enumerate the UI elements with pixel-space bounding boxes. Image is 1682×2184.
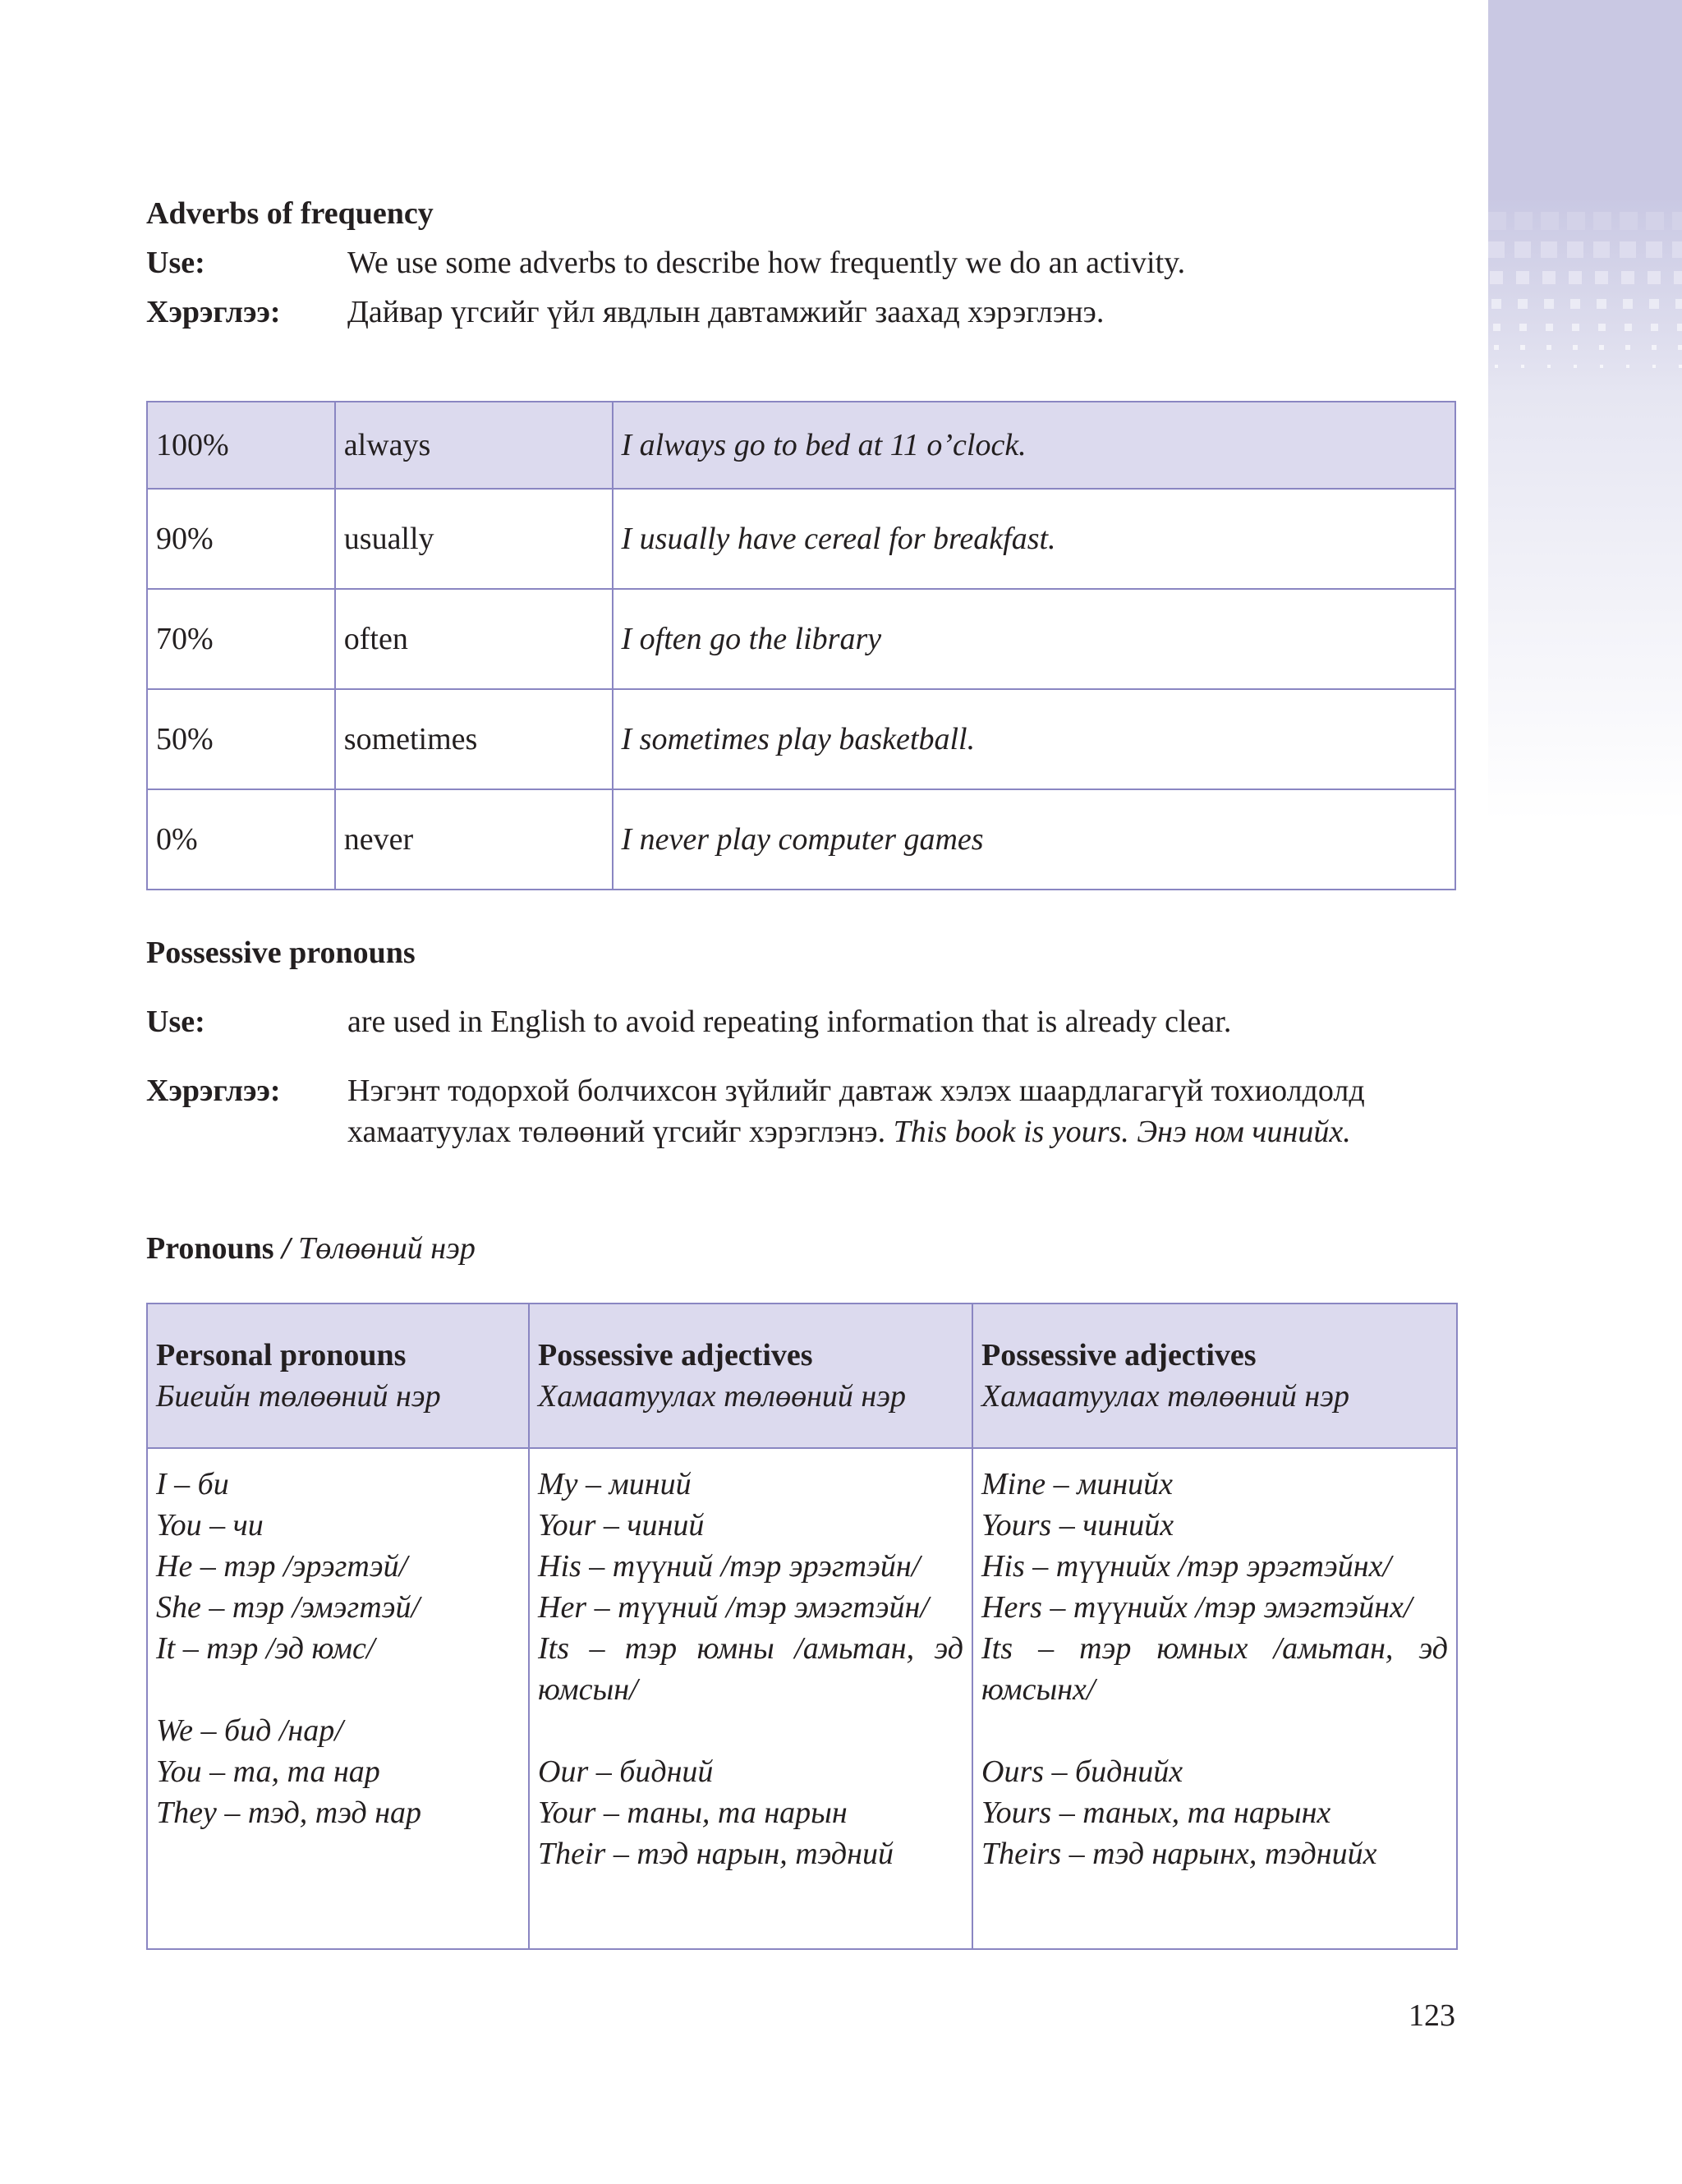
frequency-percent: 50% xyxy=(147,689,335,789)
list-item: Our – бидний xyxy=(538,1754,714,1789)
adverbs-use-label: Use: xyxy=(146,246,205,280)
list-item: She – тэр /эмэгтэй/ xyxy=(156,1590,420,1625)
table-row xyxy=(147,789,1455,890)
frequency-adverb: often xyxy=(335,589,613,689)
list-item: Theirs – тэд нарынх, тэднийх xyxy=(981,1837,1377,1871)
page-number: 123 xyxy=(1409,1998,1455,2033)
table-row xyxy=(147,589,1455,689)
list-item: His – түүнийх /тэр эрэгтэйнх/ xyxy=(981,1549,1392,1584)
list-item: Ours – биднийх xyxy=(981,1754,1183,1789)
list-item: They – тэд, тэд нар xyxy=(156,1795,422,1830)
list-item: Her – түүний /тэр эмэгтэйн/ xyxy=(538,1590,929,1625)
pronouns-section-title xyxy=(146,1230,476,1268)
possessive-mn-text-line2 xyxy=(347,1114,1351,1152)
table-header-row xyxy=(147,1304,1457,1448)
table-row xyxy=(147,489,1455,589)
header-cell-possessive-adjectives xyxy=(529,1304,972,1448)
list-item: I – би xyxy=(156,1467,229,1501)
frequency-adverb: always xyxy=(335,402,613,489)
list-item: It – тэр /эд юмс/ xyxy=(156,1631,375,1666)
frequency-percent: 70% xyxy=(147,589,335,689)
adverbs-use-text: We use some adverbs to describe how frequently we do an activity. xyxy=(347,246,1186,280)
possessive-use-label: Use: xyxy=(146,1005,205,1039)
frequency-example: I always go to bed at 11 o’clock. xyxy=(613,402,1456,489)
table-row xyxy=(147,689,1455,789)
list-item: His – түүний /тэр эрэгтэйн/ xyxy=(538,1549,921,1584)
adverbs-mn-label: Хэрэглээ: xyxy=(146,295,281,329)
frequency-percent: 90% xyxy=(147,489,335,589)
pronouns-title-en: Pronouns xyxy=(146,1231,274,1266)
possessive-pronouns-cell xyxy=(972,1448,1457,1949)
list-item: Yours – чинийх xyxy=(981,1508,1174,1543)
header-mn: Хамаатуулах төлөөний нэр xyxy=(538,1379,907,1414)
list-item: Mine – минийх xyxy=(981,1467,1174,1501)
pronouns-table xyxy=(146,1303,1458,1950)
frequency-adverb: usually xyxy=(335,489,613,589)
side-decoration-bar xyxy=(1488,0,1682,821)
possessive-adjectives-cell xyxy=(529,1448,972,1949)
possessive-mn-text-line1: Нэгэнт тодорхой болчихсон зүйлийг давтаж хэлэх шаардлагагүй тохиолдолд xyxy=(347,1074,1365,1108)
list-item: We – бид /нар/ xyxy=(156,1713,343,1748)
list-item: He – тэр /эрэгтэй/ xyxy=(156,1549,408,1584)
possessive-mn-example: This book is yours. Энэ ном чинийх. xyxy=(893,1115,1351,1149)
spacer xyxy=(156,1669,520,1710)
frequency-example: I usually have cereal for breakfast. xyxy=(613,489,1456,589)
list-item: Your – таны, та нарын xyxy=(538,1795,848,1830)
list-item: Your – чиний xyxy=(538,1508,705,1543)
possessive-section-title: Possessive pronouns xyxy=(146,936,416,970)
list-item: Hers – түүнийх /тэр эмэгтэйнх/ xyxy=(981,1590,1413,1625)
header-en: Possessive adjectives xyxy=(538,1338,813,1372)
decorative-squares-pattern xyxy=(1488,212,1682,393)
header-en: Possessive adjectives xyxy=(981,1338,1257,1372)
pronouns-title-sep: / xyxy=(282,1231,291,1266)
list-item: You – чи xyxy=(156,1508,264,1543)
list-item: My – миний xyxy=(538,1467,692,1501)
frequency-adverb: never xyxy=(335,789,613,890)
personal-pronouns-cell xyxy=(147,1448,529,1949)
table-row xyxy=(147,1448,1457,1949)
list-item: Their – тэд нарын, тэдний xyxy=(538,1837,894,1871)
list-item: Its – тэр юмны /амьтан, эд юмсын/ xyxy=(538,1631,963,1707)
possessive-mn-text: хамаатуулах төлөөний үгсийг хэрэглэнэ. xyxy=(347,1115,886,1149)
frequency-percent: 100% xyxy=(147,402,335,489)
possessive-use-text: are used in English to avoid repeating information that is already clear. xyxy=(347,1005,1232,1039)
spacer xyxy=(981,1710,1448,1751)
header-cell-possessive-pronouns xyxy=(972,1304,1457,1448)
table-row xyxy=(147,402,1455,489)
frequency-example: I never play computer games xyxy=(613,789,1456,890)
list-item: Yours – таных, та нарынх xyxy=(981,1795,1331,1830)
adverbs-section-title: Adverbs of frequency xyxy=(146,196,434,231)
header-mn: Биеийн төлөөний нэр xyxy=(156,1379,441,1414)
adverbs-mn-text: Дайвар үгсийг үйл явдлын давтамжийг заахад хэрэглэнэ. xyxy=(347,295,1105,329)
header-en: Personal pronouns xyxy=(156,1338,407,1372)
frequency-example: I sometimes play basketball. xyxy=(613,689,1456,789)
list-item: You – та, та нар xyxy=(156,1754,380,1789)
list-item: Its – тэр юмных /амьтан, эд юмсынх/ xyxy=(981,1631,1448,1707)
pronouns-title-mn: Төлөөний нэр xyxy=(298,1231,476,1266)
frequency-percent: 0% xyxy=(147,789,335,890)
frequency-example: I often go the library xyxy=(613,589,1456,689)
frequency-adverb: sometimes xyxy=(335,689,613,789)
header-cell-personal xyxy=(147,1304,529,1448)
spacer xyxy=(538,1710,963,1751)
possessive-mn-label: Хэрэглээ: xyxy=(146,1074,281,1108)
header-mn: Хамаатуулах төлөөний нэр xyxy=(981,1379,1350,1414)
frequency-table xyxy=(146,401,1456,890)
